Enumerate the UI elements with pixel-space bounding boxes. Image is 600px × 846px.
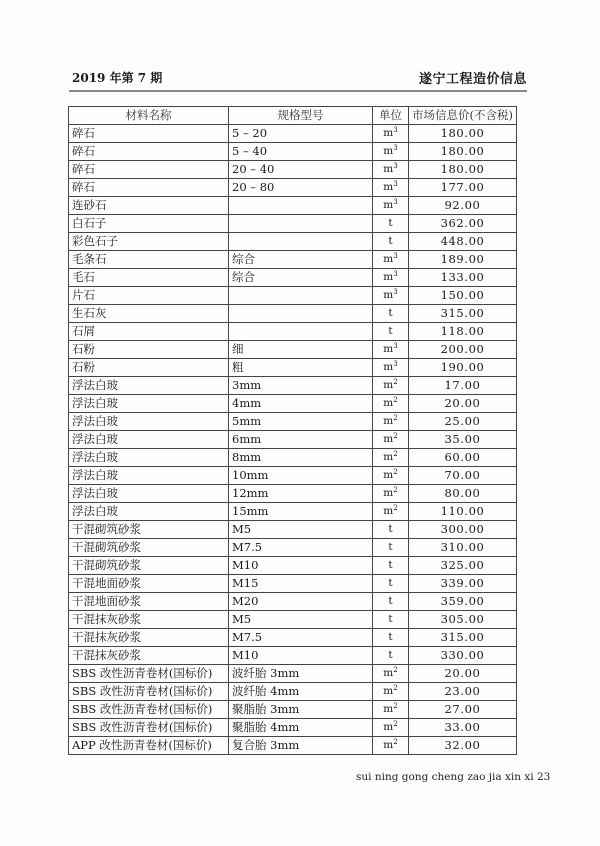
unit-exponent: 3: [393, 288, 398, 296]
unit-exponent: 2: [393, 504, 398, 512]
unit-cell: [373, 521, 409, 539]
spec-cell: 聚脂胎 3mm: [229, 701, 373, 719]
material-name-cell: 毛条石: [69, 251, 229, 269]
unit-cell: [373, 125, 409, 143]
price-cell: 27.00: [409, 701, 517, 719]
material-name-cell: 石粉: [69, 359, 229, 377]
price-cell: 330.00: [409, 647, 517, 665]
table-row: [69, 125, 517, 143]
spec-cell: 5 – 20: [229, 125, 373, 143]
table-body: [69, 125, 517, 755]
unit-cell: [373, 737, 409, 755]
unit-base: m: [383, 469, 394, 481]
spec-cell: 复合胎 3mm: [229, 737, 373, 755]
material-name-cell: APP 改性沥青卷材(国标价): [69, 737, 229, 755]
spec-cell: M7.5: [229, 629, 373, 647]
unit-cell: [373, 269, 409, 287]
unit-cell: [373, 467, 409, 485]
unit-exponent: 3: [393, 126, 398, 134]
price-cell: 133.00: [409, 269, 517, 287]
unit-cell: [373, 665, 409, 683]
price-cell: 180.00: [409, 161, 517, 179]
unit-base: m: [383, 721, 394, 733]
unit-cell: [373, 359, 409, 377]
price-cell: 305.00: [409, 611, 517, 629]
unit-cell: [373, 719, 409, 737]
price-cell: 180.00: [409, 143, 517, 161]
spec-cell: 3mm: [229, 377, 373, 395]
unit-cell: [373, 701, 409, 719]
material-name-cell: SBS 改性沥青卷材(国标价): [69, 719, 229, 737]
table-row: [69, 629, 517, 647]
price-cell: 300.00: [409, 521, 517, 539]
spec-cell: 8mm: [229, 449, 373, 467]
unit-base: t: [388, 541, 393, 553]
unit-base: m: [383, 199, 394, 211]
unit-cell: [373, 485, 409, 503]
unit-cell: [373, 629, 409, 647]
unit-base: m: [383, 685, 394, 697]
material-name-cell: SBS 改性沥青卷材(国标价): [69, 665, 229, 683]
material-name-cell: 石粉: [69, 341, 229, 359]
table-row: [69, 737, 517, 755]
unit-base: m: [383, 433, 394, 445]
unit-base: m: [383, 343, 394, 355]
price-cell: 200.00: [409, 341, 517, 359]
spec-cell: 波纤胎 4mm: [229, 683, 373, 701]
spec-cell: 12mm: [229, 485, 373, 503]
col-header-price: 市场信息价(不含税): [409, 107, 517, 125]
spec-cell: M5: [229, 611, 373, 629]
material-name-cell: 浮法白玻: [69, 449, 229, 467]
unit-cell: [373, 377, 409, 395]
price-cell: 70.00: [409, 467, 517, 485]
unit-base: m: [383, 127, 394, 139]
spec-cell: 粗: [229, 359, 373, 377]
material-name-cell: 连砂石: [69, 197, 229, 215]
table-row: [69, 161, 517, 179]
unit-cell: [373, 251, 409, 269]
unit-base: t: [388, 325, 393, 337]
material-name-cell: 干混砌筑砂浆: [69, 521, 229, 539]
unit-base: m: [383, 667, 394, 679]
col-header-material: 材料名称: [69, 107, 229, 125]
unit-base: m: [383, 451, 394, 463]
price-cell: 35.00: [409, 431, 517, 449]
issue-label: 2019 年第 7 期: [72, 71, 163, 85]
unit-exponent: 2: [393, 720, 398, 728]
table-row: [69, 683, 517, 701]
table-row: [69, 593, 517, 611]
price-cell: 60.00: [409, 449, 517, 467]
price-cell: 92.00: [409, 197, 517, 215]
spec-cell: 20 – 40: [229, 161, 373, 179]
unit-base: m: [383, 271, 394, 283]
unit-exponent: 2: [393, 666, 398, 674]
price-cell: 118.00: [409, 323, 517, 341]
table-row: [69, 287, 517, 305]
material-name-cell: 浮法白玻: [69, 431, 229, 449]
material-name-cell: 干混砌筑砂浆: [69, 557, 229, 575]
table-row: [69, 233, 517, 251]
table-row: [69, 269, 517, 287]
table-row: [69, 503, 517, 521]
unit-cell: [373, 161, 409, 179]
price-cell: 25.00: [409, 413, 517, 431]
material-name-cell: 毛石: [69, 269, 229, 287]
unit-exponent: 3: [393, 144, 398, 152]
unit-base: m: [383, 703, 394, 715]
material-name-cell: 浮法白玻: [69, 377, 229, 395]
table-row: [69, 215, 517, 233]
spec-cell: 5mm: [229, 413, 373, 431]
unit-base: t: [388, 559, 393, 571]
unit-cell: [373, 431, 409, 449]
unit-cell: [373, 593, 409, 611]
unit-base: m: [383, 181, 394, 193]
price-cell: 150.00: [409, 287, 517, 305]
unit-cell: [373, 611, 409, 629]
price-cell: 110.00: [409, 503, 517, 521]
material-name-cell: 碎石: [69, 125, 229, 143]
unit-cell: [373, 143, 409, 161]
spec-cell: 聚脂胎 4mm: [229, 719, 373, 737]
spec-cell: 4mm: [229, 395, 373, 413]
material-name-cell: SBS 改性沥青卷材(国标价): [69, 701, 229, 719]
material-name-cell: 白石子: [69, 215, 229, 233]
spec-cell: M7.5: [229, 539, 373, 557]
spec-cell: 15mm: [229, 503, 373, 521]
spec-cell: M20: [229, 593, 373, 611]
unit-base: m: [383, 397, 394, 409]
unit-base: t: [388, 631, 393, 643]
price-cell: 33.00: [409, 719, 517, 737]
table-row: [69, 179, 517, 197]
price-cell: 23.00: [409, 683, 517, 701]
unit-base: t: [388, 235, 393, 247]
unit-cell: [373, 539, 409, 557]
table-row: [69, 467, 517, 485]
material-name-cell: 干混砌筑砂浆: [69, 539, 229, 557]
unit-exponent: 2: [393, 738, 398, 746]
unit-base: t: [388, 523, 393, 535]
table-row: [69, 521, 517, 539]
spec-cell: [229, 233, 373, 251]
unit-base: m: [383, 289, 394, 301]
spec-cell: [229, 323, 373, 341]
unit-base: t: [388, 613, 393, 625]
unit-base: t: [388, 649, 393, 661]
table-row: [69, 395, 517, 413]
header-rule: [69, 90, 527, 92]
unit-base: m: [383, 361, 394, 373]
unit-cell: [373, 575, 409, 593]
unit-exponent: 3: [393, 198, 398, 206]
spec-cell: M10: [229, 647, 373, 665]
spec-cell: M15: [229, 575, 373, 593]
spec-cell: [229, 305, 373, 323]
spec-cell: [229, 215, 373, 233]
material-name-cell: 浮法白玻: [69, 395, 229, 413]
unit-cell: [373, 449, 409, 467]
spec-cell: 20 – 80: [229, 179, 373, 197]
spec-cell: 10mm: [229, 467, 373, 485]
table-row: [69, 719, 517, 737]
spec-cell: 6mm: [229, 431, 373, 449]
price-cell: 20.00: [409, 665, 517, 683]
unit-base: t: [388, 307, 393, 319]
spec-cell: 综合: [229, 251, 373, 269]
table-row: [69, 251, 517, 269]
material-name-cell: 干混抹灰砂浆: [69, 647, 229, 665]
unit-cell: [373, 179, 409, 197]
price-cell: 359.00: [409, 593, 517, 611]
material-name-cell: 碎石: [69, 161, 229, 179]
material-name-cell: 干混抹灰砂浆: [69, 629, 229, 647]
unit-cell: [373, 287, 409, 305]
material-name-cell: 碎石: [69, 179, 229, 197]
table-row: [69, 341, 517, 359]
spec-cell: M10: [229, 557, 373, 575]
table-row: [69, 665, 517, 683]
price-cell: 448.00: [409, 233, 517, 251]
unit-exponent: 2: [393, 684, 398, 692]
unit-base: m: [383, 487, 394, 499]
spec-cell: 5 – 40: [229, 143, 373, 161]
table-row: [69, 359, 517, 377]
price-cell: 17.00: [409, 377, 517, 395]
unit-base: m: [383, 163, 394, 175]
unit-base: m: [383, 415, 394, 427]
price-cell: 190.00: [409, 359, 517, 377]
price-cell: 339.00: [409, 575, 517, 593]
price-table: [68, 106, 517, 755]
page-footer: sui ning gong cheng zao jia xin xi 23: [356, 771, 551, 783]
unit-cell: [373, 323, 409, 341]
price-cell: 315.00: [409, 629, 517, 647]
unit-exponent: 2: [393, 450, 398, 458]
unit-cell: [373, 395, 409, 413]
material-name-cell: SBS 改性沥青卷材(国标价): [69, 683, 229, 701]
unit-exponent: 2: [393, 378, 398, 386]
col-header-unit: 单位: [373, 107, 409, 125]
spec-cell: M5: [229, 521, 373, 539]
table-row: [69, 611, 517, 629]
spec-cell: 波纤胎 3mm: [229, 665, 373, 683]
table-row: [69, 557, 517, 575]
table-row: [69, 575, 517, 593]
material-name-cell: 彩色石子: [69, 233, 229, 251]
material-name-cell: 浮法白玻: [69, 413, 229, 431]
table-row: [69, 701, 517, 719]
unit-cell: [373, 341, 409, 359]
unit-exponent: 2: [393, 396, 398, 404]
price-cell: 189.00: [409, 251, 517, 269]
table-row: [69, 197, 517, 215]
spec-cell: 细: [229, 341, 373, 359]
table-row: [69, 143, 517, 161]
unit-exponent: 2: [393, 432, 398, 440]
spec-cell: [229, 197, 373, 215]
publication-title: 遂宁工程造价信息: [418, 72, 527, 87]
unit-exponent: 3: [393, 162, 398, 170]
spec-cell: 综合: [229, 269, 373, 287]
unit-cell: [373, 233, 409, 251]
unit-cell: [373, 305, 409, 323]
material-name-cell: 干混地面砂浆: [69, 593, 229, 611]
unit-cell: [373, 197, 409, 215]
price-cell: 20.00: [409, 395, 517, 413]
table-row: [69, 539, 517, 557]
table-row: [69, 647, 517, 665]
price-cell: 315.00: [409, 305, 517, 323]
unit-cell: [373, 215, 409, 233]
unit-cell: [373, 413, 409, 431]
unit-cell: [373, 557, 409, 575]
table-row: [69, 431, 517, 449]
unit-cell: [373, 503, 409, 521]
price-cell: 180.00: [409, 125, 517, 143]
material-name-cell: 干混抹灰砂浆: [69, 611, 229, 629]
unit-exponent: 3: [393, 252, 398, 260]
material-name-cell: 浮法白玻: [69, 485, 229, 503]
material-name-cell: 生石灰: [69, 305, 229, 323]
table-row: [69, 449, 517, 467]
price-cell: 362.00: [409, 215, 517, 233]
unit-base: m: [383, 253, 394, 265]
material-name-cell: 浮法白玻: [69, 503, 229, 521]
table-header-row: [69, 107, 517, 125]
unit-exponent: 3: [393, 342, 398, 350]
unit-exponent: 3: [393, 270, 398, 278]
price-cell: 177.00: [409, 179, 517, 197]
table-row: [69, 485, 517, 503]
table-row: [69, 413, 517, 431]
unit-exponent: 2: [393, 468, 398, 476]
col-header-spec: 规格型号: [229, 107, 373, 125]
unit-base: m: [383, 145, 394, 157]
material-name-cell: 浮法白玻: [69, 467, 229, 485]
unit-base: m: [383, 739, 394, 751]
table-row: [69, 377, 517, 395]
unit-exponent: 2: [393, 486, 398, 494]
unit-base: t: [388, 217, 393, 229]
unit-exponent: 2: [393, 414, 398, 422]
price-cell: 310.00: [409, 539, 517, 557]
table-row: [69, 323, 517, 341]
price-cell: 325.00: [409, 557, 517, 575]
table-row: [69, 305, 517, 323]
material-name-cell: 片石: [69, 287, 229, 305]
material-name-cell: 石屑: [69, 323, 229, 341]
unit-base: m: [383, 379, 394, 391]
unit-cell: [373, 683, 409, 701]
price-cell: 80.00: [409, 485, 517, 503]
material-name-cell: 碎石: [69, 143, 229, 161]
unit-exponent: 3: [393, 360, 398, 368]
unit-base: t: [388, 577, 393, 589]
unit-exponent: 3: [393, 180, 398, 188]
material-name-cell: 干混地面砂浆: [69, 575, 229, 593]
spec-cell: [229, 287, 373, 305]
unit-exponent: 2: [393, 702, 398, 710]
unit-cell: [373, 647, 409, 665]
unit-base: m: [383, 505, 394, 517]
unit-base: t: [388, 595, 393, 607]
price-cell: 32.00: [409, 737, 517, 755]
